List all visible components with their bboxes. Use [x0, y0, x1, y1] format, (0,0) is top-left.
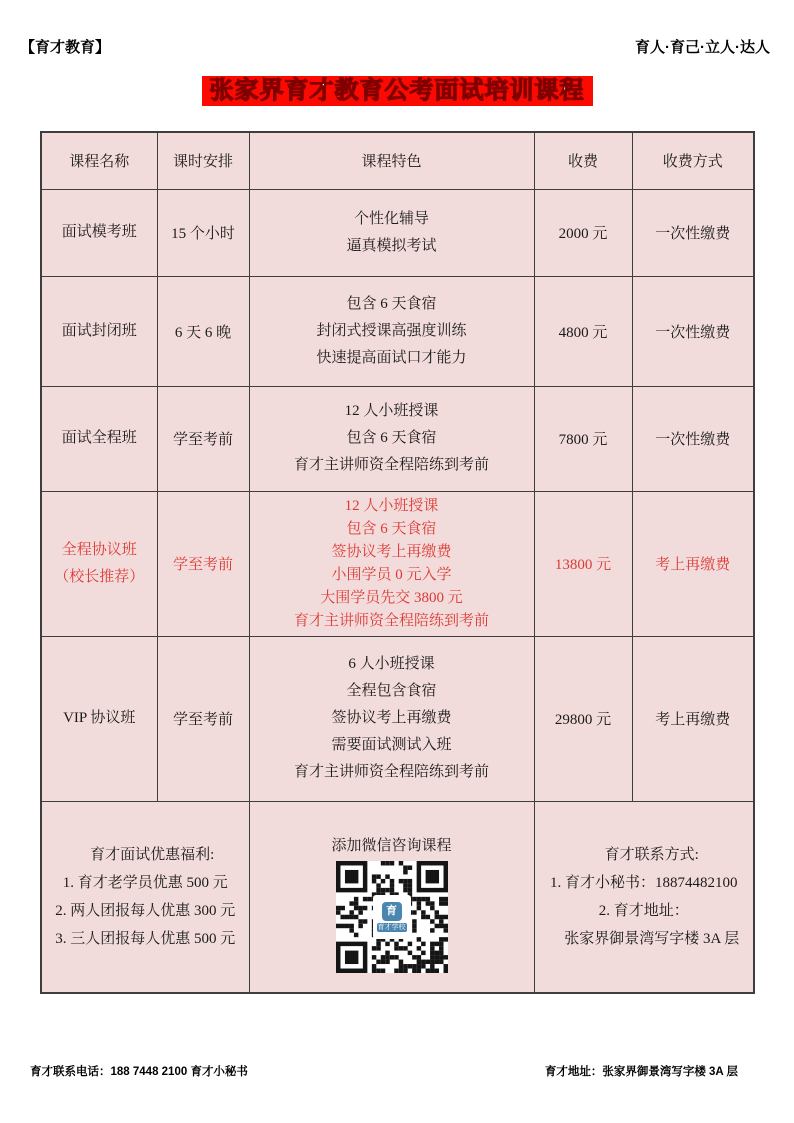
table-row: [41, 189, 754, 276]
features-cell: 6 人小班授课 全程包含食宿 签协议考上再缴费 需要面试测试入班 育才主讲师资全程陪练到考前: [249, 636, 534, 801]
col-header-payment: 收费方式: [632, 132, 754, 189]
schedule-cell: 学至考前: [157, 386, 249, 491]
table-bottom-row: [41, 801, 754, 993]
payment-cell: 一次性缴费: [632, 276, 754, 386]
benefits-heading: 育才面试优惠福利:: [90, 846, 215, 863]
contact-address: 张家界御景湾写字楼 3A 层: [564, 930, 740, 947]
payment-cell: 一次性缴费: [632, 386, 754, 491]
footer-address: 育才地址：张家界御景湾写字楼 3A 层: [544, 1066, 738, 1078]
price-cell: 29800 元: [534, 636, 632, 801]
page-title: 张家界育才教育公考面试培训课程: [202, 76, 593, 106]
schedule-cell: 15 个小时: [157, 189, 249, 276]
price-cell: 13800 元: [534, 491, 632, 636]
footer-phone: 育才联系电话：188 7448 2100 育才小秘书: [30, 1066, 248, 1078]
col-header-course-name: 课程名称: [41, 132, 157, 189]
top-bar: [20, 36, 770, 57]
table-row: [41, 276, 754, 386]
contact-cell: [534, 801, 754, 993]
col-header-price: 收费: [534, 132, 632, 189]
wechat-cell: [249, 801, 534, 993]
schedule-cell: 6 天 6 晚: [157, 276, 249, 386]
col-header-features: 课程特色: [249, 132, 534, 189]
wechat-qr-code: [336, 861, 448, 973]
yucai-logo-icon: 育: [382, 902, 402, 921]
payment-cell: 考上再缴费: [632, 636, 754, 801]
benefit-item: 2. 两人团报每人优惠 300 元: [55, 902, 236, 919]
price-cell: 2000 元: [534, 189, 632, 276]
benefit-item: 3. 三人团报每人优惠 500 元: [55, 930, 236, 947]
table-row: [41, 386, 754, 491]
qr-logo-label: 育才学校: [377, 924, 406, 932]
contact-address-label: 2. 育才地址：: [598, 902, 689, 919]
benefit-item: 1. 育才老学员优惠 500 元: [62, 874, 228, 891]
wechat-caption: 添加微信咨询课程: [331, 838, 452, 855]
features-cell: 12 人小班授课 包含 6 天食宿 签协议考上再缴费 小围学员 0 元入学 大围学员先交 3800 元 育才主讲师资全程陪练到考前: [249, 491, 534, 636]
schedule-cell: 学至考前: [157, 636, 249, 801]
contact-heading: 育才联系方式:: [604, 846, 699, 863]
qr-center-logo: [373, 895, 411, 939]
features-cell: 包含 6 天食宿 封闭式授课高强度训练 快速提高面试口才能力: [249, 276, 534, 386]
features-cell: 12 人小班授课 包含 6 天食宿 育才主讲师资全程陪练到考前: [249, 386, 534, 491]
price-cell: 4800 元: [534, 276, 632, 386]
course-name-cell: 面试全程班: [41, 386, 157, 491]
table-header-row: [41, 132, 754, 189]
payment-cell: 考上再缴费: [632, 491, 754, 636]
slogan-label: 育人·育己·立人·达人: [635, 39, 770, 56]
features-cell: 个性化辅导 逼真模拟考试: [249, 189, 534, 276]
course-name-cell: 全程协议班 （校长推荐）: [41, 491, 157, 636]
course-name-cell: VIP 协议班: [41, 636, 157, 801]
table-row: [41, 636, 754, 801]
brand-label: 【育才教育】: [20, 39, 111, 56]
course-name-cell: 面试封闭班: [41, 276, 157, 386]
course-table: [40, 131, 755, 994]
benefits-cell: [41, 801, 249, 993]
page-footer: [30, 1063, 738, 1079]
course-name-cell: 面试模考班: [41, 189, 157, 276]
col-header-schedule: 课时安排: [157, 132, 249, 189]
payment-cell: 一次性缴费: [632, 189, 754, 276]
schedule-cell: 学至考前: [157, 491, 249, 636]
table-row-recommended: [41, 491, 754, 636]
title-banner: [0, 76, 794, 106]
contact-phone: 1. 育才小秘书：18874482100: [549, 874, 738, 891]
price-cell: 7800 元: [534, 386, 632, 491]
